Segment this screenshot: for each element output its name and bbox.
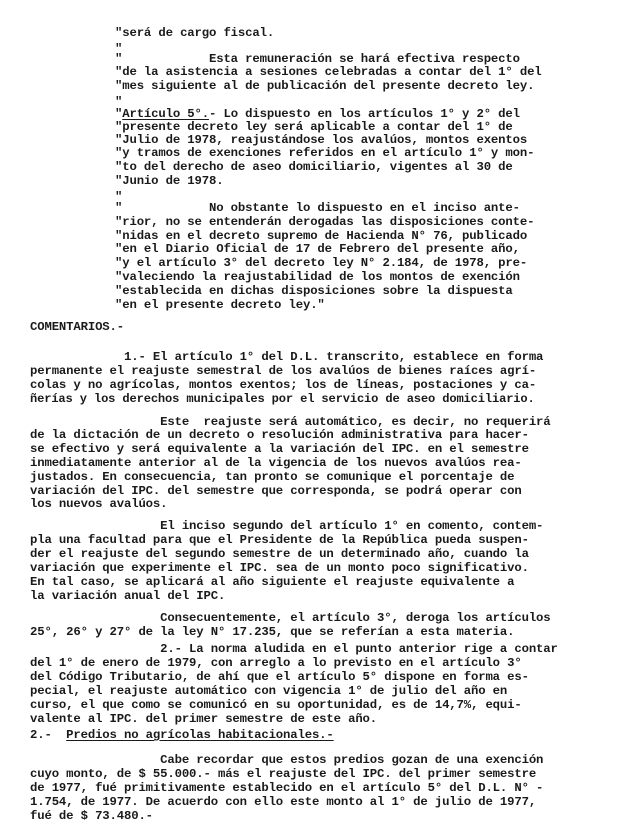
text-line: de 1977, fué primitivamente establecido en el artículo 5° del D.L. N° - (30, 781, 544, 795)
text-line: 25°, 26° y 27° de la ley N° 17.235, que se referían a esta materia. (30, 625, 515, 639)
text-line: " No obstante lo dispuesto en el inciso ante- (115, 201, 520, 215)
text-line: 2.- La norma aludida en el punto anterior rige a contar (30, 642, 558, 656)
text-line: variación que experimente el IPC. sea de un monto poco significativo. (30, 561, 529, 575)
text-line: "rior, no se entenderán derogadas las disposiciones conte- (115, 215, 535, 229)
text-line: variación del IPC. del semestre que corresponda, se podrá operar con (30, 484, 522, 498)
text-line: "será de cargo fiscal. (115, 26, 275, 40)
text-line: Cabe recordar que estos predios gozan de una exención (30, 753, 544, 767)
text-line: der el reajuste del segundo semestre de un determinado año, cuando la (30, 547, 529, 561)
text-line: "en el presente decreto ley." (115, 298, 325, 312)
text-line: "en el Diario Oficial de 17 de Febrero del presente año, (115, 242, 520, 256)
text-line: valente al IPC. del primer semestre de este año. (30, 712, 378, 726)
text-line: la variación anual del IPC. (30, 589, 226, 603)
text-line: " Esta remuneración se hará efectiva respecto (115, 52, 520, 66)
text-line: "de la asistencia a sesiones celebradas a contar del 1° del (115, 65, 542, 79)
underlined-text: Predios no agrícolas habitacionales.- (66, 728, 334, 742)
text-line: "presente decreto ley será aplicable a contar del 1° de (115, 120, 513, 134)
section-heading: COMENTARIOS.- (30, 320, 124, 334)
text-line: "valeciendo la reajustabilidad de los montos de exención (115, 270, 520, 284)
text-line: pla una facultad para que el Presidente de la República pueda suspen- (30, 533, 529, 547)
text-line: de la dictación de un decreto o resolución administrativa para hacer- (30, 428, 529, 442)
text-line: permanente el reajuste semestral de los avalúos de bienes raíces agrí- (30, 364, 537, 378)
underlined-text: Artículo 5°. (122, 107, 209, 121)
text-line: Este reajuste será automático, es decir, no requerirá (30, 415, 551, 429)
subsection-heading: 2.- Predios no agrícolas habitacionales.- (30, 728, 334, 742)
text-line: Consecuentemente, el artículo 3°, deroga los artículos (30, 611, 551, 625)
text-line: "Julio de 1978, reajustándose los avalúos, montos exentos (115, 133, 528, 147)
text-line: se efectivo y será equivalente a la variación del IPC. en el semestre (30, 442, 529, 456)
text-line: del Código Tributario, de ahí que el artículo 5° dispone en forma es- (30, 670, 529, 684)
text-line: El inciso segundo del artículo 1° en comento, contem- (30, 519, 544, 533)
text-line: del 1° de enero de 1979, con arreglo a lo previsto en el artículo 3° (30, 656, 522, 670)
text-line: 1.754, de 1977. De acuerdo con ello este monto al 1° de julio de 1977, (30, 795, 537, 809)
text-line: inmediatamente anterior al de la vigencia de los nuevos avalúos rea- (30, 456, 522, 470)
text-line: 1.- El artículo 1° del D.L. transcrito, establece en forma (30, 350, 544, 364)
text-line: "to del derecho de aseo domiciliario, vigentes al 30 de (115, 160, 513, 174)
text-line: "Artículo 5°.- Lo dispuesto en los artículos 1° y 2° del (115, 107, 520, 121)
text-line: "establecida en dichas disposiciones sobre la dispuesta (115, 284, 513, 298)
text-line: cuyo monto, de $ 55.000.- más el reajuste del IPC. del primer semestre (30, 767, 537, 781)
text-line: En tal caso, se aplicará al año siguiente el reajuste equivalente a (30, 575, 515, 589)
text-line: curso, el que como se comunicó en su oportunidad, es de 14,7%, equi- (30, 698, 522, 712)
text-line: "Junio de 1978. (115, 174, 224, 188)
text-line: "y tramos de exenciones referidos en el artículo 1° y mon- (115, 146, 535, 160)
text-line: " (115, 95, 123, 109)
text-line: "y el artículo 3° del decreto ley N° 2.184, de 1978, pre- (115, 256, 528, 270)
text-line: los nuevos avalúos. (30, 497, 168, 511)
text-line: ñerías y los derechos municipales por el servicio de aseo domiciliario. (30, 392, 535, 406)
text-line: "nidas en el decreto supremo de Hacienda N° 76, publicado (115, 229, 528, 243)
text-line: pecial, el reajuste automático con vigencia 1° de julio del año en (30, 684, 508, 698)
text-line: fué de $ 73.480.- (30, 809, 153, 823)
text-line: justados. En consecuencia, tan pronto se comunique el porcentaje de (30, 470, 515, 484)
text-line: colas y no agrícolas, montos exentos; los de líneas, postaciones y ca- (30, 378, 537, 392)
text-line: " (115, 190, 123, 204)
text-line: " (115, 42, 123, 56)
text-line: "mes siguiente al de publicación del presente decreto ley. (115, 79, 535, 93)
